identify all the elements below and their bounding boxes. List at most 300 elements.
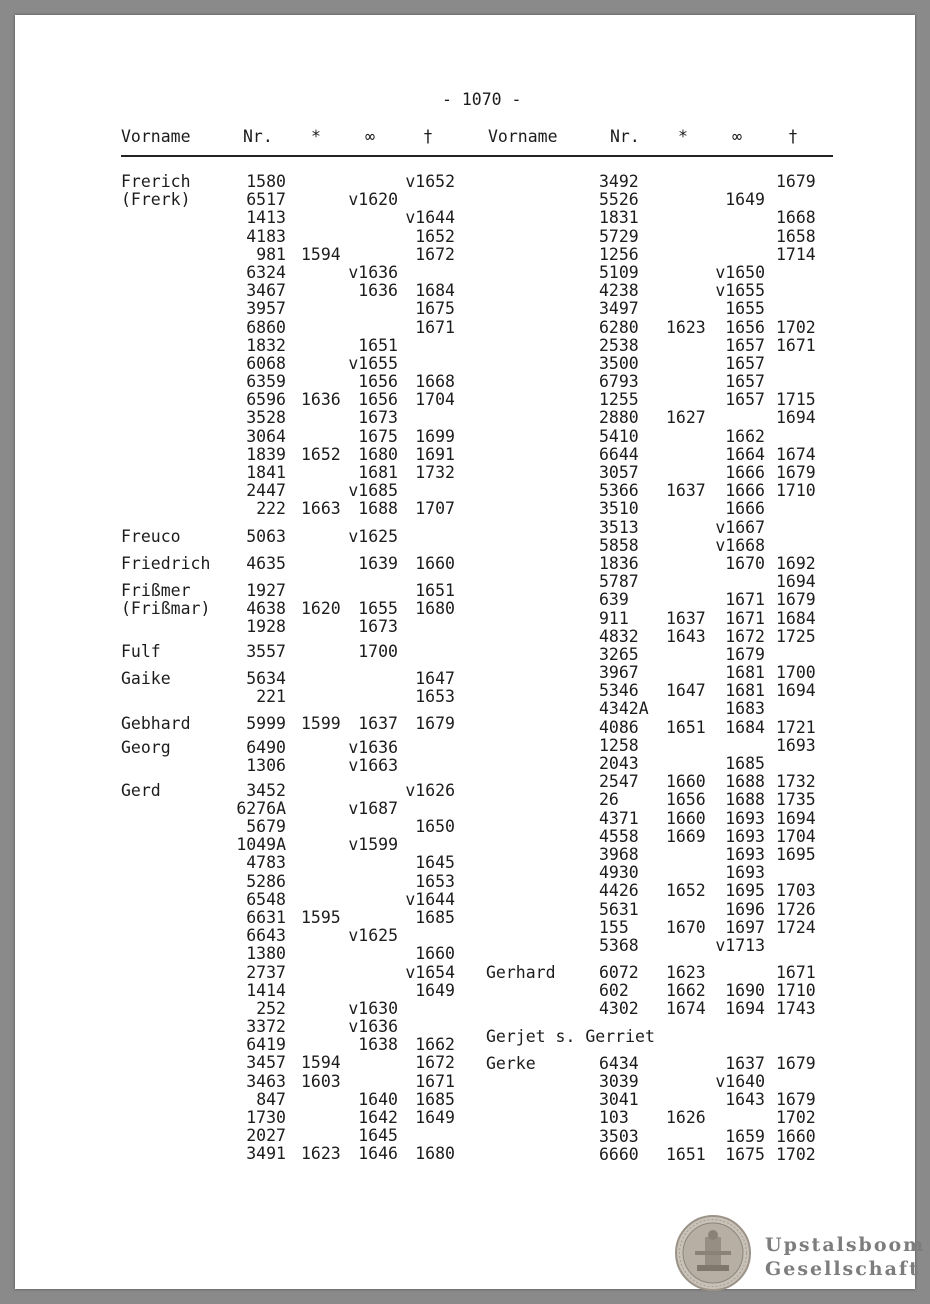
entry-number: 4086 <box>599 717 639 737</box>
death-year: 1692 <box>776 553 816 573</box>
entry-number: 4371 <box>599 808 639 828</box>
death-year: 1660 <box>415 944 455 964</box>
death-year: 1645 <box>415 853 455 873</box>
entry-number: 103 <box>599 1108 629 1128</box>
header-right <box>488 128 828 146</box>
marriage-year: 1696 <box>725 899 765 919</box>
death-year: 1672 <box>415 244 455 264</box>
entry-number: 5787 <box>599 572 639 592</box>
header-marriage: ∞ <box>365 127 375 146</box>
marriage-year: 1637 <box>725 1053 765 1073</box>
marriage-year: 1651 <box>358 335 398 355</box>
entry-number: 6068 <box>246 353 286 373</box>
death-year: 1658 <box>776 226 816 246</box>
entry-number: 3957 <box>246 299 286 319</box>
entry-number: 1049A <box>236 835 286 855</box>
death-year: 1675 <box>415 299 455 319</box>
entry-number: 4426 <box>599 881 639 901</box>
society-name <box>765 1233 925 1281</box>
marriage-year: 1697 <box>725 917 765 937</box>
marriage-year: 1657 <box>725 335 765 355</box>
entry-number: 5679 <box>246 817 286 836</box>
death-year: 1693 <box>776 735 816 755</box>
header-birth: * <box>678 127 688 146</box>
marriage-year: v1625 <box>348 926 398 946</box>
marriage-year: v1650 <box>715 262 765 282</box>
death-year: v1654 <box>405 962 455 982</box>
death-year: 1694 <box>776 408 816 428</box>
entry-number: 3500 <box>599 353 639 373</box>
death-year: 1695 <box>776 844 816 864</box>
birth-year: 1594 <box>301 1053 341 1073</box>
birth-year: 1669 <box>666 826 706 846</box>
marriage-year: 1671 <box>725 590 765 610</box>
death-year: 1679 <box>776 590 816 610</box>
entry-number: 3497 <box>599 299 639 319</box>
marriage-year: 1657 <box>725 353 765 373</box>
marriage-year: 1649 <box>725 190 765 210</box>
marriage-year: 1695 <box>725 881 765 901</box>
entry-number: 3968 <box>599 844 639 864</box>
marriage-year: 1642 <box>358 1108 398 1127</box>
marriage-year: 1659 <box>725 1126 765 1146</box>
death-year: 1714 <box>776 244 816 264</box>
entry-number: 3372 <box>246 1017 286 1037</box>
death-year: 1679 <box>415 714 455 734</box>
marriage-year: 1666 <box>725 499 765 519</box>
entry-number: 1255 <box>599 390 639 410</box>
marriage-year: 1693 <box>725 826 765 846</box>
marriage-year: v1636 <box>348 262 398 282</box>
death-year: 1685 <box>415 1089 455 1109</box>
birth-year: 1623 <box>301 1144 341 1164</box>
death-year: 1704 <box>415 390 455 410</box>
marriage-year: 1693 <box>725 863 765 883</box>
death-year: 1652 <box>415 226 455 246</box>
marriage-year: 1690 <box>725 981 765 1001</box>
entry-number: 5366 <box>599 481 639 501</box>
entry-number: 6631 <box>246 907 286 927</box>
marriage-year: v1663 <box>348 756 398 776</box>
entry-number: 1927 <box>246 580 286 600</box>
header-left <box>121 128 451 146</box>
death-year: 1674 <box>776 444 816 464</box>
entry-number: 3557 <box>246 641 286 661</box>
entry-number: 6072 <box>599 963 639 983</box>
birth-year: 1663 <box>301 499 341 519</box>
marriage-year: 1656 <box>725 317 765 337</box>
death-year: 1680 <box>415 599 455 619</box>
entry-number: 6548 <box>246 889 286 909</box>
death-year: 1700 <box>776 663 816 683</box>
marriage-year: 1688 <box>725 790 765 810</box>
header-marriage: ∞ <box>732 127 742 146</box>
marriage-year: v1713 <box>715 935 765 955</box>
death-year: 1679 <box>776 463 816 482</box>
marriage-year: v1667 <box>715 517 765 537</box>
marriage-year: 1680 <box>358 444 398 464</box>
marriage-year: 1693 <box>725 844 765 864</box>
marriage-year: v1655 <box>715 281 765 301</box>
entry-number: 5286 <box>246 871 286 891</box>
death-year: 1684 <box>415 281 455 301</box>
entry-number: 5999 <box>246 714 286 734</box>
death-year: 1707 <box>415 499 455 519</box>
society-name-line2: Gesellschaft <box>765 1258 920 1280</box>
death-year: 1726 <box>776 899 816 919</box>
entry-number: 2737 <box>246 962 286 982</box>
death-year: v1644 <box>405 889 455 909</box>
marriage-year: 1671 <box>725 608 765 628</box>
death-year: 1651 <box>415 580 455 600</box>
death-year: 1649 <box>415 1108 455 1127</box>
entry-number: 3467 <box>246 281 286 301</box>
entry-number: 3039 <box>599 1072 639 1091</box>
death-year: 1732 <box>776 772 816 792</box>
document-page <box>15 15 926 1289</box>
birth-year: 1595 <box>301 907 341 927</box>
first-name: Freuco <box>121 526 181 546</box>
entry-number: 2043 <box>599 754 639 773</box>
entry-number: 847 <box>256 1089 286 1109</box>
birth-year: 1652 <box>666 881 706 901</box>
birth-year: 1662 <box>666 981 706 1001</box>
marriage-year: v1668 <box>715 535 765 555</box>
marriage-year: 1683 <box>725 699 765 719</box>
death-year: 1703 <box>776 881 816 901</box>
first-name: Gerhard <box>486 963 556 983</box>
death-year: 1724 <box>776 917 816 937</box>
entry-number: 3064 <box>246 426 286 446</box>
death-year: 1680 <box>415 1144 455 1164</box>
death-year: 1660 <box>415 553 455 573</box>
society-seal-logo <box>675 1215 751 1291</box>
death-year: 1710 <box>776 481 816 501</box>
first-name: (Frerk) <box>121 190 191 210</box>
entry-number: 6324 <box>246 262 286 282</box>
birth-year: 1599 <box>301 714 341 734</box>
death-year: v1644 <box>405 208 455 228</box>
entry-number: 4238 <box>599 281 639 301</box>
death-year: 1743 <box>776 999 816 1019</box>
marriage-year: v1636 <box>348 1017 398 1037</box>
entry-number: 6276A <box>236 798 286 818</box>
death-year: 1668 <box>415 372 455 392</box>
marriage-year: v1630 <box>348 998 398 1018</box>
birth-year: 1670 <box>666 917 706 937</box>
birth-year: 1594 <box>301 244 341 264</box>
entry-number: 4302 <box>599 999 639 1019</box>
entry-number: 5858 <box>599 535 639 555</box>
marriage-year: 1643 <box>725 1090 765 1110</box>
entry-number: 26 <box>599 790 619 810</box>
header-birth: * <box>311 127 321 146</box>
entry-number: 1413 <box>246 208 286 228</box>
entry-number: 1730 <box>246 1108 286 1127</box>
header-rule <box>121 155 833 157</box>
entry-number: 6419 <box>246 1035 286 1055</box>
death-year: 1671 <box>415 1071 455 1091</box>
entry-number: 5109 <box>599 262 639 282</box>
entry-number: 6359 <box>246 372 286 392</box>
birth-year: 1651 <box>666 1144 706 1164</box>
entry-number: 3057 <box>599 463 639 482</box>
marriage-year: 1688 <box>358 499 398 519</box>
entry-number: 911 <box>599 608 629 628</box>
first-name: Gebhard <box>121 714 191 734</box>
marriage-year: v1685 <box>348 481 398 501</box>
marriage-year: 1681 <box>725 663 765 683</box>
birth-year: 1637 <box>666 608 706 628</box>
entry-number: 5634 <box>246 668 286 688</box>
birth-year: 1656 <box>666 790 706 810</box>
marriage-year: 1655 <box>358 599 398 619</box>
death-year: 1725 <box>776 626 816 646</box>
marriage-year: 1684 <box>725 717 765 737</box>
death-year: 1710 <box>776 981 816 1001</box>
society-name-line1: Upstalsboom <box>765 1234 926 1256</box>
marriage-year: 1664 <box>725 444 765 464</box>
birth-year: 1627 <box>666 408 706 428</box>
entry-number: 2538 <box>599 335 639 355</box>
death-year: 1679 <box>776 1053 816 1073</box>
header-death: † <box>788 127 798 146</box>
entry-number: 1256 <box>599 244 639 264</box>
entry-number: 2880 <box>599 408 639 428</box>
death-year: 1684 <box>776 608 816 628</box>
birth-year: 1660 <box>666 808 706 828</box>
marriage-year: 1672 <box>725 626 765 646</box>
death-year: 1672 <box>415 1053 455 1073</box>
marriage-year: 1657 <box>725 390 765 410</box>
entry-number: 5631 <box>599 899 639 919</box>
entry-number: 3503 <box>599 1126 639 1146</box>
entry-number: 5526 <box>599 190 639 210</box>
marriage-year: 1688 <box>725 772 765 792</box>
marriage-year: 1673 <box>358 617 398 637</box>
entry-number: 4832 <box>599 626 639 646</box>
birth-year: 1636 <box>301 390 341 410</box>
marriage-year: 1637 <box>358 714 398 734</box>
marriage-year: 1666 <box>725 463 765 482</box>
entry-number: 222 <box>256 499 286 519</box>
entry-number: 6280 <box>599 317 639 337</box>
death-year: 1671 <box>776 335 816 355</box>
marriage-year: 1645 <box>358 1126 398 1146</box>
entry-number: 3510 <box>599 499 639 519</box>
header-death: † <box>423 127 433 146</box>
entry-number: 6860 <box>246 317 286 337</box>
first-name: Friedrich <box>121 553 211 573</box>
entry-number: 6643 <box>246 926 286 946</box>
death-year: 1702 <box>776 1108 816 1128</box>
entry-number: 5729 <box>599 226 639 246</box>
marriage-year: 1646 <box>358 1144 398 1164</box>
entry-number: 1306 <box>246 756 286 776</box>
entry-number: 221 <box>256 686 286 706</box>
death-year: 1653 <box>415 871 455 891</box>
entry-number: 6490 <box>246 738 286 758</box>
header-vorname: Vorname <box>121 127 191 146</box>
entry-number: 3265 <box>599 644 639 664</box>
entry-number: 2027 <box>246 1126 286 1146</box>
header-nr: Nr. <box>610 127 640 146</box>
entry-number: 6793 <box>599 372 639 392</box>
birth-year: 1660 <box>666 772 706 792</box>
marriage-year: 1656 <box>358 372 398 392</box>
death-year: 1694 <box>776 572 816 592</box>
marriage-year: 1666 <box>725 481 765 501</box>
entry-number: 3513 <box>599 517 639 537</box>
birth-year: 1623 <box>666 963 706 983</box>
death-year: 1647 <box>415 668 455 688</box>
first-name: (Frißmar) <box>121 599 211 619</box>
birth-year: 1643 <box>666 626 706 646</box>
death-year: 1650 <box>415 817 455 836</box>
entry-number: 3457 <box>246 1053 286 1073</box>
marriage-year: v1640 <box>715 1072 765 1091</box>
entry-number: 1414 <box>246 980 286 1000</box>
death-year: 1691 <box>415 444 455 464</box>
birth-year: 1603 <box>301 1071 341 1091</box>
death-year: 1660 <box>776 1126 816 1146</box>
death-year: 1694 <box>776 681 816 701</box>
entry-number: 6644 <box>599 444 639 464</box>
marriage-year: 1681 <box>725 681 765 701</box>
entry-number: 5063 <box>246 526 286 546</box>
marriage-year: 1675 <box>725 1144 765 1164</box>
entry-number: 4638 <box>246 599 286 619</box>
marriage-year: 1670 <box>725 553 765 573</box>
entry-number: 1580 <box>246 172 286 191</box>
entry-number: 1839 <box>246 444 286 464</box>
page-number: - 1070 - <box>442 90 522 109</box>
birth-year: 1652 <box>301 444 341 464</box>
entry-number: 2547 <box>599 772 639 792</box>
marriage-year: 1640 <box>358 1089 398 1109</box>
death-year: 1732 <box>415 463 455 482</box>
death-year: 1702 <box>776 1144 816 1164</box>
first-name: Gerke <box>486 1053 536 1073</box>
marriage-year: 1662 <box>725 426 765 446</box>
first-name: Georg <box>121 738 171 758</box>
entry-number: 4558 <box>599 826 639 846</box>
death-year: 1662 <box>415 1035 455 1055</box>
marriage-year: v1625 <box>348 526 398 546</box>
entry-number: 3491 <box>246 1144 286 1164</box>
death-year: 1715 <box>776 390 816 410</box>
entry-number: 252 <box>256 998 286 1018</box>
death-year: 1694 <box>776 808 816 828</box>
entry-number: 3463 <box>246 1071 286 1091</box>
marriage-year: 1681 <box>358 463 398 482</box>
birth-year: 1626 <box>666 1108 706 1128</box>
death-year: 1671 <box>776 963 816 983</box>
entry-number: 1258 <box>599 735 639 755</box>
death-year: 1679 <box>776 172 816 191</box>
entry-number: 1380 <box>246 944 286 964</box>
entry-number: 602 <box>599 981 629 1001</box>
entry-number: 3492 <box>599 172 639 191</box>
entry-number: 5410 <box>599 426 639 446</box>
entry-number: 1831 <box>599 208 639 228</box>
death-year: 1721 <box>776 717 816 737</box>
death-year: 1668 <box>776 208 816 228</box>
marriage-year: v1655 <box>348 353 398 373</box>
birth-year: 1637 <box>666 481 706 501</box>
entry-number: 4183 <box>246 226 286 246</box>
first-name: Fulf <box>121 641 161 661</box>
entry-number: 2447 <box>246 481 286 501</box>
marriage-year: 1693 <box>725 808 765 828</box>
first-name: Gerd <box>121 780 161 800</box>
entry-number: 639 <box>599 590 629 610</box>
death-year: 1735 <box>776 790 816 810</box>
marriage-year: 1694 <box>725 999 765 1019</box>
marriage-year: v1687 <box>348 798 398 818</box>
birth-year: 1674 <box>666 999 706 1019</box>
entry-number: 1841 <box>246 463 286 482</box>
entry-number: 1832 <box>246 335 286 355</box>
entry-number: 1836 <box>599 553 639 573</box>
entry-number: 6517 <box>246 190 286 210</box>
entry-number: 3452 <box>246 780 286 800</box>
death-year: 1649 <box>415 980 455 1000</box>
marriage-year: 1700 <box>358 641 398 661</box>
entry-number: 3041 <box>599 1090 639 1110</box>
birth-year: 1651 <box>666 717 706 737</box>
first-name: Frißmer <box>121 580 191 600</box>
death-year: 1699 <box>415 426 455 446</box>
entry-number: 3528 <box>246 408 286 428</box>
header-vorname: Vorname <box>488 127 558 146</box>
first-name: Gaike <box>121 668 171 688</box>
birth-year: 1647 <box>666 681 706 701</box>
entry-number: 981 <box>256 244 286 264</box>
header-nr: Nr. <box>243 127 273 146</box>
marriage-year: 1655 <box>725 299 765 319</box>
marriage-year: 1636 <box>358 281 398 301</box>
entry-number: 5346 <box>599 681 639 701</box>
entry-number: 4635 <box>246 553 286 573</box>
entry-number: 5368 <box>599 935 639 955</box>
entry-number: 3967 <box>599 663 639 683</box>
entry-number: 4783 <box>246 853 286 873</box>
entry-number: 6660 <box>599 1144 639 1164</box>
entry-number: 4930 <box>599 863 639 883</box>
marriage-year: 1657 <box>725 372 765 392</box>
death-year: 1653 <box>415 686 455 706</box>
marriage-year: 1685 <box>725 754 765 773</box>
first-name: Frerich <box>121 172 191 191</box>
entry-number: 6596 <box>246 390 286 410</box>
death-year: 1685 <box>415 907 455 927</box>
death-year: v1652 <box>405 172 455 191</box>
marriage-year: v1636 <box>348 738 398 758</box>
entry-number: 6434 <box>599 1053 639 1073</box>
marriage-year: 1656 <box>358 390 398 410</box>
marriage-year: 1673 <box>358 408 398 428</box>
birth-year: 1623 <box>666 317 706 337</box>
first-name: Gerjet s. Gerriet <box>486 1026 655 1046</box>
death-year: 1671 <box>415 317 455 337</box>
marriage-year: 1679 <box>725 644 765 664</box>
marriage-year: 1675 <box>358 426 398 446</box>
entry-number: 1928 <box>246 617 286 637</box>
entry-number: 4342A <box>599 699 649 719</box>
marriage-year: 1638 <box>358 1035 398 1055</box>
death-year: 1704 <box>776 826 816 846</box>
